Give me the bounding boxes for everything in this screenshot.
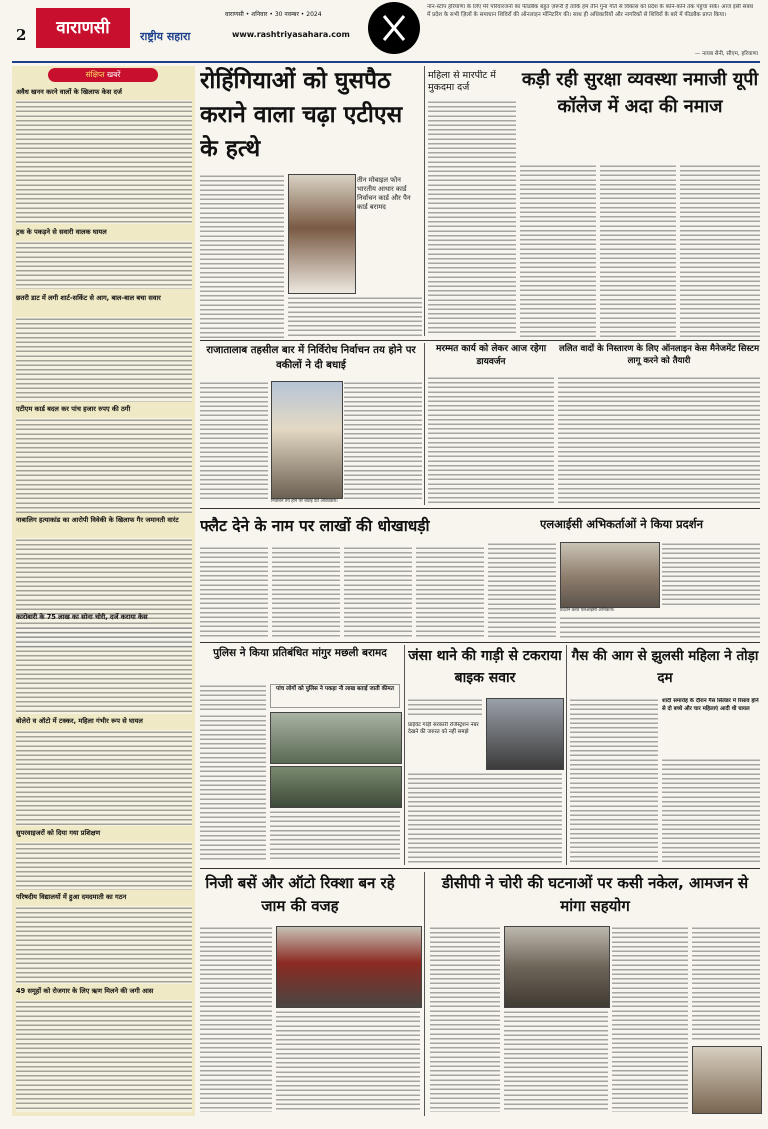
quote-author: — नायब सैनी, सीएम, हरियाणा: [694, 51, 758, 57]
bus-body-col1: [200, 926, 272, 1112]
gas-headline: गैस की आग से झुलसी महिला ने तोड़ा दम: [571, 648, 759, 686]
column-rule: [424, 872, 425, 1116]
lalit-headline: ललित वादों के निस्तारण के लिए ऑनलाइन केस मैनेजमेंट सिस्टम लागू करने को तैयारी: [558, 344, 760, 366]
brief-item-7: सुपरवाइजरों को दिया गया प्रशिक्षण: [16, 829, 101, 837]
brief-item-8: परिषदीय विद्यालयों में हुआ दमदमाती का गठन: [16, 893, 127, 901]
namaz-body-col2: [600, 164, 676, 338]
mangur-body-col2: [200, 714, 266, 862]
lead-photo-accused: [288, 174, 356, 294]
masthead-rule: [12, 61, 760, 63]
flat-body-col3: [344, 546, 412, 638]
dcp-photo: [504, 926, 610, 1008]
brief-item-3: एटीएम कार्ड बदल कर पांच हजार रुपए की ठगी: [16, 405, 131, 413]
gas-body-col2: [662, 758, 760, 864]
mukadma-headline: महिला से मारपीट में मुकदमा दर्ज: [428, 70, 496, 93]
rajatalab-headline: राजातालाब तहसील बार में निर्विरोध निर्वाचन तय होने पर वकीलों ने दी बधाई: [206, 345, 416, 371]
flat-body-col1: [200, 546, 268, 638]
mangur-photo-fish: [270, 766, 402, 808]
section-rule: [200, 868, 760, 869]
brief-header-title: खबरें: [106, 70, 121, 79]
mangur-caption: पांच लोगों को पुलिस ने पकड़ा नौ लाख बताई जाती कीमत: [270, 684, 400, 708]
brief-body-7: [16, 842, 192, 890]
brand-logo: राष्ट्रीय सहारा: [140, 30, 191, 43]
dcp-photo-portrait: [692, 1046, 762, 1114]
rajatalab-body-left: [200, 381, 268, 501]
section-rule: [200, 340, 760, 341]
jansa-photo: [486, 698, 564, 770]
brief-column: [12, 66, 195, 1116]
brief-body-0: [16, 100, 192, 224]
lead-body-col2: [288, 296, 422, 338]
lic-body-col2: [662, 542, 760, 606]
mangur-headline: पुलिस ने किया प्रतिबंधित मांगुर मछली बरामद: [213, 647, 387, 659]
brief-header: [48, 68, 158, 82]
brief-item-1: ट्रक के पकड़ने से सवारी वालक घायल: [16, 228, 107, 236]
marammat-body: [428, 376, 554, 504]
rajatalab-body-right: [344, 381, 422, 501]
lead-body-col1: [200, 174, 284, 338]
column-rule: [424, 343, 425, 505]
brief-item-5: कारोबारी के 75 लाख का सोना चोरी, दर्जे कराया केस: [16, 613, 148, 621]
brief-item-2: छतरी डाट में लगी शार्ट-सर्किट से आग, बाल-बाल बचा सवार: [16, 294, 161, 302]
dcp-body-col4: [692, 926, 760, 1042]
jansa-caption: प्राईवेट गाड़ी सरकारी रजिस्ट्रेशन नंबर देखने की जरुरत को नहीं समझे: [408, 722, 479, 736]
namaz-body-col3: [680, 164, 760, 338]
namaz-body-col1: [520, 164, 596, 338]
dcp-body-col2: [504, 1010, 608, 1112]
flat-headline: फ्लैट देने के नाम पर लाखों की धोखाधड़ी: [200, 517, 430, 535]
gas-body-col1: [570, 698, 658, 864]
mukadma-body: [428, 100, 516, 336]
bus-body-col2: [276, 1010, 420, 1112]
brief-item-4: नाबालिग हत्याकांड का आरोपी विवेकी के खिलाफ गैर जमानती वारंट: [16, 516, 179, 524]
bus-headline: निजी बसें और ऑटो रिक्शा बन रहे जाम की वजह: [205, 874, 395, 915]
website: www.rashtriyasahara.com: [232, 30, 350, 39]
section-rule: [200, 508, 760, 509]
gas-caption: शादी समारोह के दौरान गैस सिलेंडर में रिसाव होने से दो बच्चे और चार महिलाएं आदी थी घायल: [662, 698, 759, 712]
lic-photo: [560, 542, 660, 608]
brief-body-5: [16, 626, 192, 714]
brief-item-9: 49 समूहों को रोजगार के लिए ऋण मिलने की जगी आस: [16, 987, 154, 995]
jansa-body-col1: [408, 698, 482, 718]
dateline: वाराणसी • शनिवार • 30 नवम्बर • 2024: [225, 11, 322, 18]
rajatalab-caption: निर्वाचन तय होने पर बधाई देते अधिवक्ता।: [271, 499, 338, 504]
lead-caption: तीन मोबाइल फोन भारतीय आधार कार्ड निर्वाचन कार्ड और पैन कार्ड बरामद: [357, 176, 411, 211]
lic-caption: प्रदर्शन करते एलआईसी अभिकर्ता।: [560, 608, 615, 613]
column-rule: [566, 645, 567, 865]
page-number: 2: [16, 26, 27, 44]
x-logo-icon: [368, 2, 420, 54]
brief-item-0: अवैध खनन करने वालों के खिलाफ केस दर्ज: [16, 88, 122, 96]
dcp-headline: डीसीपी ने चोरी की घटनाओं पर कसी नकेल, आमजन से मांगा सहयोग: [441, 874, 749, 915]
dcp-body-col1: [430, 926, 500, 1112]
quote-text: नॉन-स्टॉप हरियाणा के लिए मेरे परिवारजनों का फीडबैक बहुत ज़रूरी है ताकि हम तीन गुना गति से विकास को प्रदेश के कोने-कोने तक पहुंचा सकें। आज इसी संबंध में प्रदेश के सभी ज़िलों के समाधान शिविरों की ऑनलाइन मॉनिटरिंग की। साथ ही अधिकारियों और नागरिकों से शिविरों के बारे में फीडबैक प्राप्त किया।: [427, 4, 754, 18]
mangur-photo-truck: [270, 712, 402, 764]
bus-photo: [276, 926, 422, 1008]
brief-header-prefix: संक्षिप्त: [85, 70, 105, 79]
lic-body-col3: [560, 616, 760, 640]
namaz-headline: कड़ी रही सुरक्षा व्यवस्था नमाजी यूपी कॉलेज में अदा की नमाज: [521, 69, 759, 117]
brief-body-9: [16, 1000, 192, 1112]
section-rule: [200, 642, 760, 643]
flat-body-col2: [272, 546, 340, 638]
lic-body-col1: [488, 542, 556, 638]
brief-item-6: बोलेरो व ऑटो में टक्कर, महिला गंभीर रूप से घायल: [16, 717, 143, 725]
brief-body-8: [16, 906, 192, 984]
flat-body-col4: [416, 546, 484, 638]
lalit-body: [558, 376, 760, 504]
column-rule: [404, 645, 405, 865]
mangur-body-col1: [200, 684, 266, 712]
brief-body-3: [16, 418, 192, 513]
brief-body-2: [16, 317, 192, 402]
jansa-body-col2: [408, 772, 562, 864]
column-rule: [424, 66, 425, 336]
marammat-headline: मरम्मत कार्य को लेकर आज रहेगा डायवर्जन: [435, 344, 547, 367]
rajatalab-photo: [271, 381, 343, 499]
mangur-body-col3: [270, 810, 400, 862]
dcp-body-col3: [612, 926, 688, 1112]
lic-headline: एलआईसी अभिकर्ताओं ने किया प्रदर्शन: [540, 517, 703, 531]
brief-body-1: [16, 241, 192, 289]
lead-headline: रोहिंगियाओं को घुसपैठ कराने वाला चढ़ा एटीएस के हत्थे: [200, 68, 403, 162]
city-logo: वाराणसी: [36, 8, 130, 48]
masthead: [0, 0, 768, 62]
brief-body-6: [16, 730, 192, 826]
jansa-headline: जंसा थाने की गाड़ी से टकराया बाइक सवार: [408, 648, 562, 686]
